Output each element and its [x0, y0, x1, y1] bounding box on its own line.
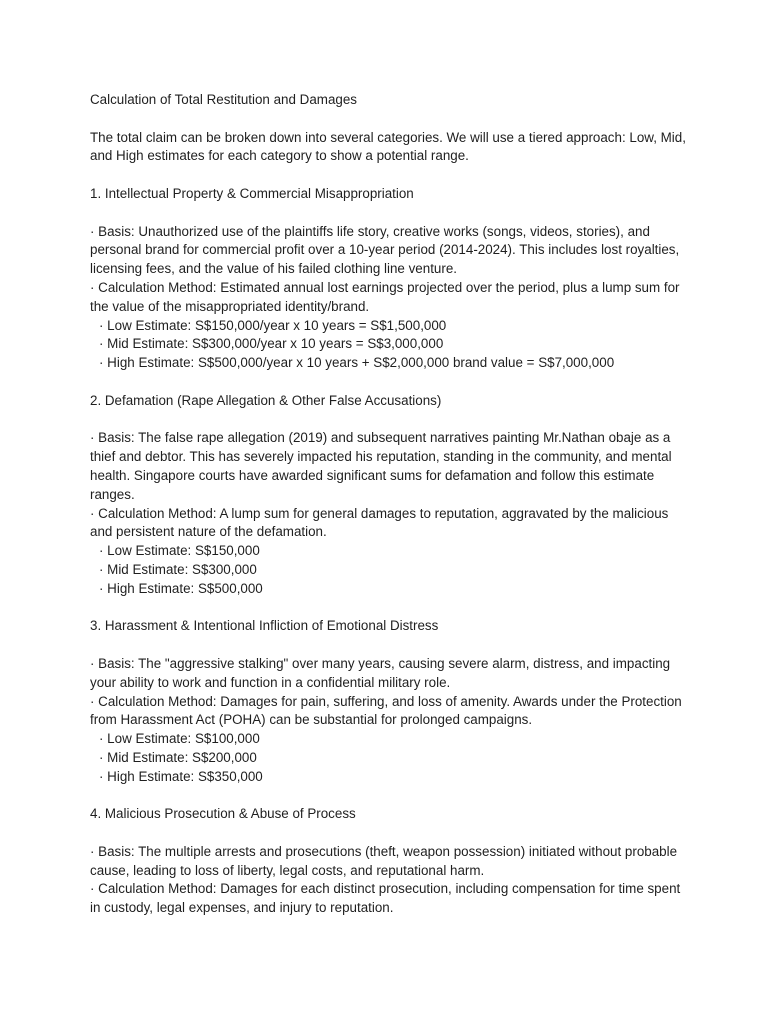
section-basis-1: · Basis: Unauthorized use of the plaintiffs life story, creative works (songs, videos, stories), and personal brand for commercial profit over a 10-year period (2014-2024). This includes lost royalties, licensing fees, and the value of his failed clothing line venture. — [90, 223, 680, 277]
low-estimate-3: · Low Estimate: S$100,000 — [99, 731, 260, 747]
section-method-3: · Calculation Method: Damages for pain, suffering, and loss of amenity. Awards under the Protection from Harassment Act (POHA) can be substantial for prolonged campaigns. — [90, 693, 682, 728]
section-basis-4: · Basis: The multiple arrests and prosecutions (theft, weapon possession) initiated without probable cause, leading to loss of liberty, legal costs, and reputational harm. — [90, 843, 678, 878]
mid-estimate-2: · Mid Estimate: S$300,000 — [99, 561, 257, 577]
spacer — [90, 786, 690, 805]
high-estimate-2: · High Estimate: S$500,000 — [99, 580, 263, 596]
section-method-4: · Calculation Method: Damages for each distinct prosecution, including compensation for time spent in custody, legal expenses, and injury to reputation. — [90, 881, 681, 916]
spacer — [90, 204, 690, 223]
intro-paragraph: The total claim can be broken down into several categories. We will use a tiered approach: Low, Mid, and High estimates for each category to show a potential range. — [90, 129, 686, 164]
low-estimate-1: · Low Estimate: S$150,000/year x 10 years = S$1,500,000 — [99, 317, 447, 333]
high-estimate-3: · High Estimate: S$350,000 — [99, 768, 263, 784]
mid-estimate-1: · Mid Estimate: S$300,000/year x 10 years = S$3,000,000 — [99, 336, 444, 352]
section-basis-2: · Basis: The false rape allegation (2019) and subsequent narratives painting Mr.Nathan obaje as a thief and debtor. This has severely impacted his reputation, standing in the community, and mental health. Singapore courts have awarded significant sums for defamation and follow this estimate ranges. — [90, 430, 672, 502]
spacer — [90, 636, 690, 655]
section-heading-1: 1. Intellectual Property & Commercial Misappropriation — [90, 185, 414, 201]
section-basis-3: · Basis: The "aggressive stalking" over many years, causing severe alarm, distress, and impacting your ability to work and function in a confidential military role. — [90, 655, 671, 690]
document-page — [90, 91, 690, 918]
spacer — [90, 166, 690, 185]
section-heading-4: 4. Malicious Prosecution & Abuse of Process — [90, 806, 356, 822]
high-estimate-1: · High Estimate: S$500,000/year x 10 years + S$2,000,000 brand value = S$7,000,000 — [99, 355, 615, 371]
section-method-1: · Calculation Method: Estimated annual lost earnings projected over the period, plus a lump sum for the value of the misappropriated identity/brand. — [90, 279, 680, 314]
spacer — [90, 599, 690, 618]
spacer — [90, 373, 690, 392]
spacer — [90, 411, 690, 430]
spacer — [90, 110, 690, 129]
spacer — [90, 824, 690, 843]
section-heading-2: 2. Defamation (Rape Allegation & Other False Accusations) — [90, 392, 442, 408]
low-estimate-2: · Low Estimate: S$150,000 — [99, 543, 260, 559]
section-heading-3: 3. Harassment & Intentional Infliction of Emotional Distress — [90, 618, 439, 634]
document-title: Calculation of Total Restitution and Damages — [90, 92, 357, 107]
mid-estimate-3: · Mid Estimate: S$200,000 — [99, 749, 257, 765]
section-method-2: · Calculation Method: A lump sum for general damages to reputation, aggravated by the malicious and persistent nature of the defamation. — [90, 505, 669, 540]
